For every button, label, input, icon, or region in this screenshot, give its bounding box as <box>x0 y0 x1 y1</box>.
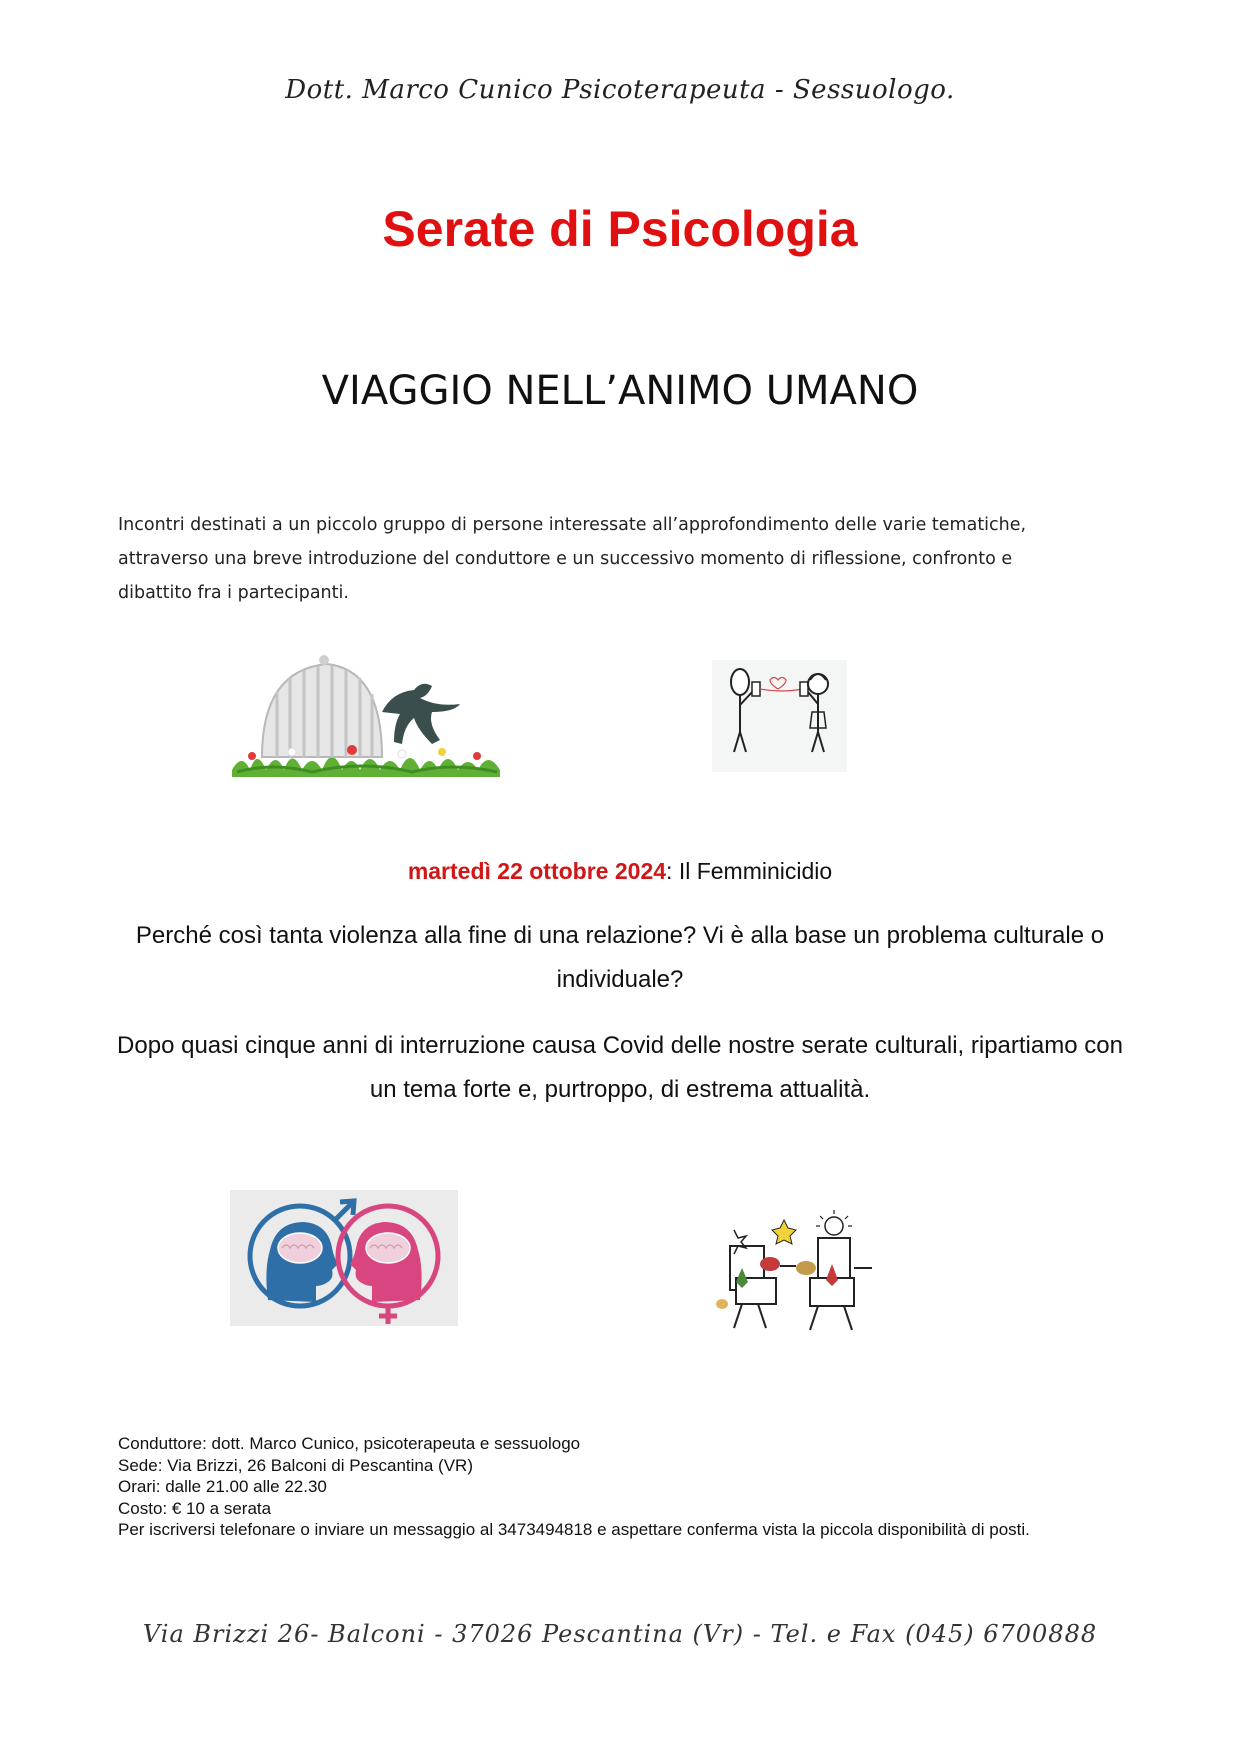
event-topic: Il Femminicidio <box>678 858 833 884</box>
page-subtitle: VIAGGIO NELL’ANIMO UMANO <box>321 368 919 414</box>
page-title: Serate di Psicologia <box>382 201 858 257</box>
info-venue: Sede: Via Brizzi, 26 Balconi di Pescantina (VR) <box>118 1455 473 1475</box>
cage-escape-illustration <box>232 652 502 777</box>
gender-brains-illustration <box>230 1190 458 1326</box>
event-info <box>118 1433 1128 1541</box>
info-cost: Costo: € 10 a serata <box>118 1498 272 1518</box>
question-paragraph <box>110 914 1130 1002</box>
question-text: Perché così tanta violenza alla fine di una relazione? Vi è alla base un problema culturale o individuale? <box>135 922 1105 993</box>
event-line <box>0 858 1240 885</box>
arguing-figures-icon <box>714 1208 874 1334</box>
info-hours: Orari: dalle 21.00 alle 22.30 <box>118 1477 327 1496</box>
gender-brains-icon <box>230 1190 458 1326</box>
info-conductor: Conduttore: dott. Marco Cunico, psicoterapeuta e sessuologo <box>118 1434 581 1453</box>
footer-address: Via Brizzi 26- Balconi - 37026 Pescantina (Vr) - Tel. e Fax (045) 6700888 <box>142 1620 1098 1648</box>
tin-can-phone-icon <box>712 660 847 772</box>
tin-can-phone-illustration <box>712 660 847 772</box>
announcement-paragraph <box>110 1024 1130 1112</box>
event-separator: : <box>666 858 679 884</box>
announcement-text: Dopo quasi cinque anni di interruzione causa Covid delle nostre serate culturali, ripartiamo con un tema forte e, purtroppo, di estrema attualità. <box>117 1032 1123 1103</box>
intro-line: Incontri destinati a un piccolo gruppo di persone interessate all’approfondimento delle varie tematiche, <box>118 515 1027 535</box>
arguing-figures-illustration <box>714 1208 874 1334</box>
cage-escape-icon <box>232 652 502 777</box>
event-date: martedì 22 ottobre 2024 <box>407 858 667 884</box>
letterhead: Dott. Marco Cunico Psicoterapeuta - Sessuologo. <box>285 75 955 105</box>
intro-text <box>118 508 1128 610</box>
intro-line: attraverso una breve introduzione del conduttore e un successivo momento di riflessione, confronto e <box>118 549 1013 569</box>
intro-line: dibattito fra i partecipanti. <box>118 583 349 603</box>
info-signup: Per iscriversi telefonare o inviare un messaggio al 3473494818 e aspettare conferma vista la piccola disponibilità di posti. <box>118 1520 1030 1539</box>
